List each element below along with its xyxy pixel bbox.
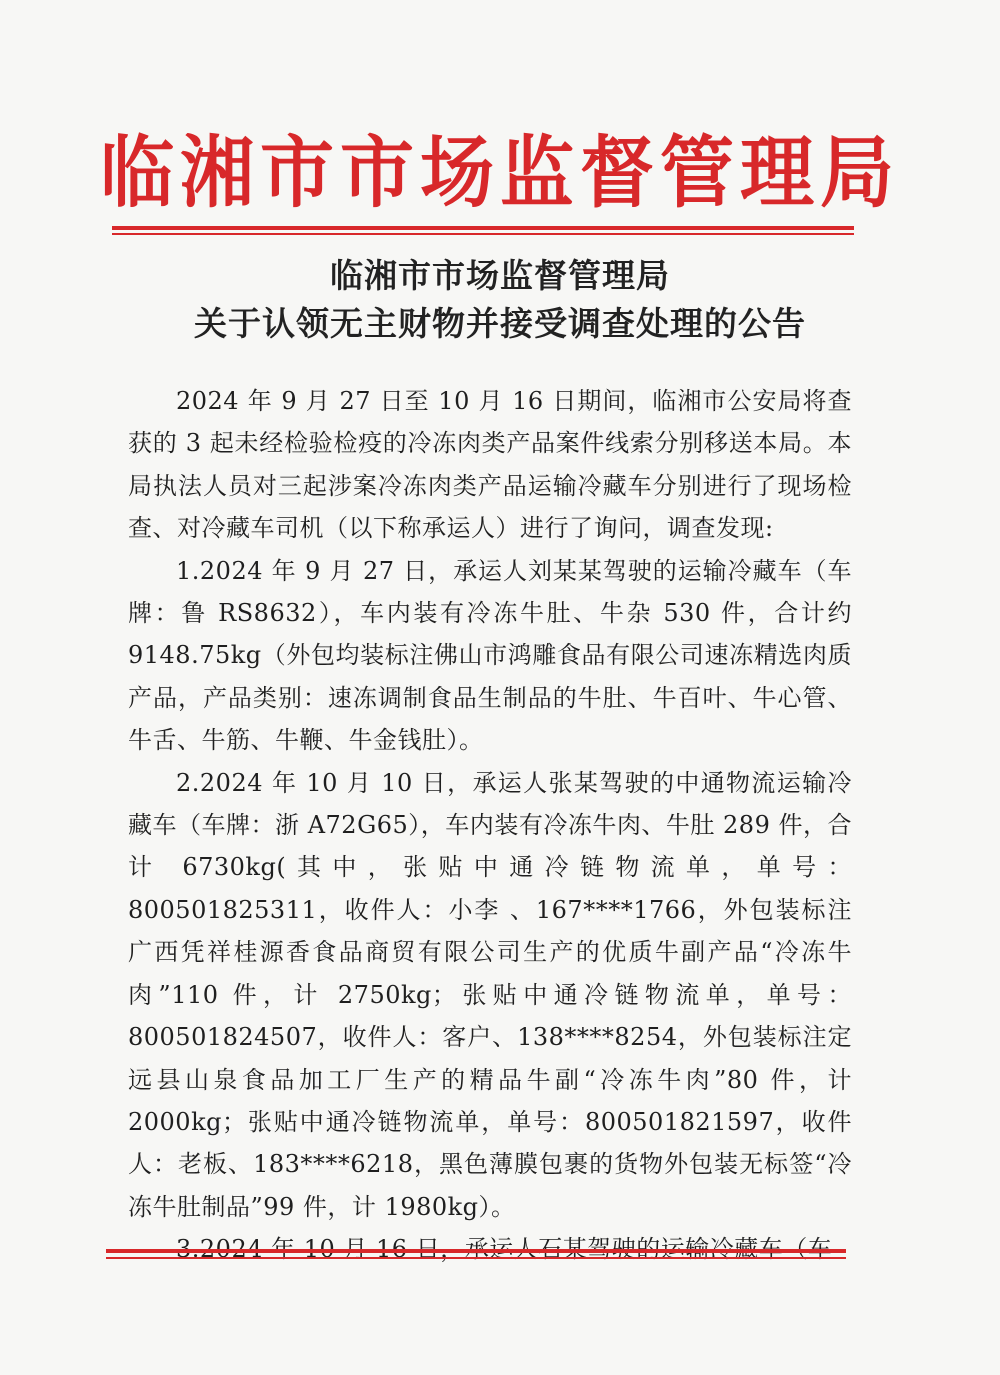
document-title-line-2: 关于认领无主财物并接受调查处理的公告 — [194, 304, 806, 343]
body-paragraph-intro: 2024 年 9 月 27 日至 10 月 16 日期间，临湘市公安局将查获的 3 起未经检验检疫的冷冻肉类产品案件线索分别移送本局。本局执法人员对三起涉案冷冻肉类产品运输冷藏车分别进行了现场检查、对冷藏车司机（以下称承运人）进行了询问，调查发现: — [128, 387, 852, 543]
masthead-title: 临湘市市场监督管理局 — [100, 127, 900, 219]
document-title-line-1: 临湘市市场监督管理局 — [330, 256, 670, 295]
footer-rule-thin — [106, 1257, 846, 1259]
masthead-rule-thick — [112, 226, 854, 230]
body-paragraph-item-2: 2.2024 年 10 月 10 日，承运人张某驾驶的中通物流运输冷藏车（车牌：浙 A72G65），车内装有冷冻牛肉、牛肚 289 件，合计 6730kg(其中，张贴中通冷链物流单，单号：800501825311，收件人：小李 、167****1766，外包装标注广西凭祥桂源香食品商贸有限公司生产的优质牛副产品“冷冻牛肉”110 件，计 2750kg；张贴中通冷链物流单，单号：800501824507，收件人：客户、138****8254，外包装标注定远县山泉食品加工厂生产的精品牛副“冷冻牛肉”80 件，计 2000kg；张贴中通冷链物流单，单号：800501821597，收件人：老板、183****6218，黑色薄膜包裹的货物外包装无标签“冷冻牛肚制品”99 件，计 1980kg）。 — [128, 768, 852, 1221]
body-paragraph-item-1: 1.2024 年 9 月 27 日，承运人刘某某驾驶的运输冷藏车（车牌：鲁 RS8632），车内装有冷冻牛肚、牛杂 530 件，合计约 9148.75kg（外包均装标注佛山市鸿雕食品有限公司速冻精选肉质产品，产品类别：速冻调制食品生制品的牛肚、牛百叶、牛心管、牛舌、牛筋、牛鞭、牛金钱肚）。 — [128, 556, 852, 755]
footer-rule-thick — [106, 1249, 846, 1253]
masthead-rule-thin — [112, 233, 854, 235]
document-body — [128, 380, 852, 1271]
